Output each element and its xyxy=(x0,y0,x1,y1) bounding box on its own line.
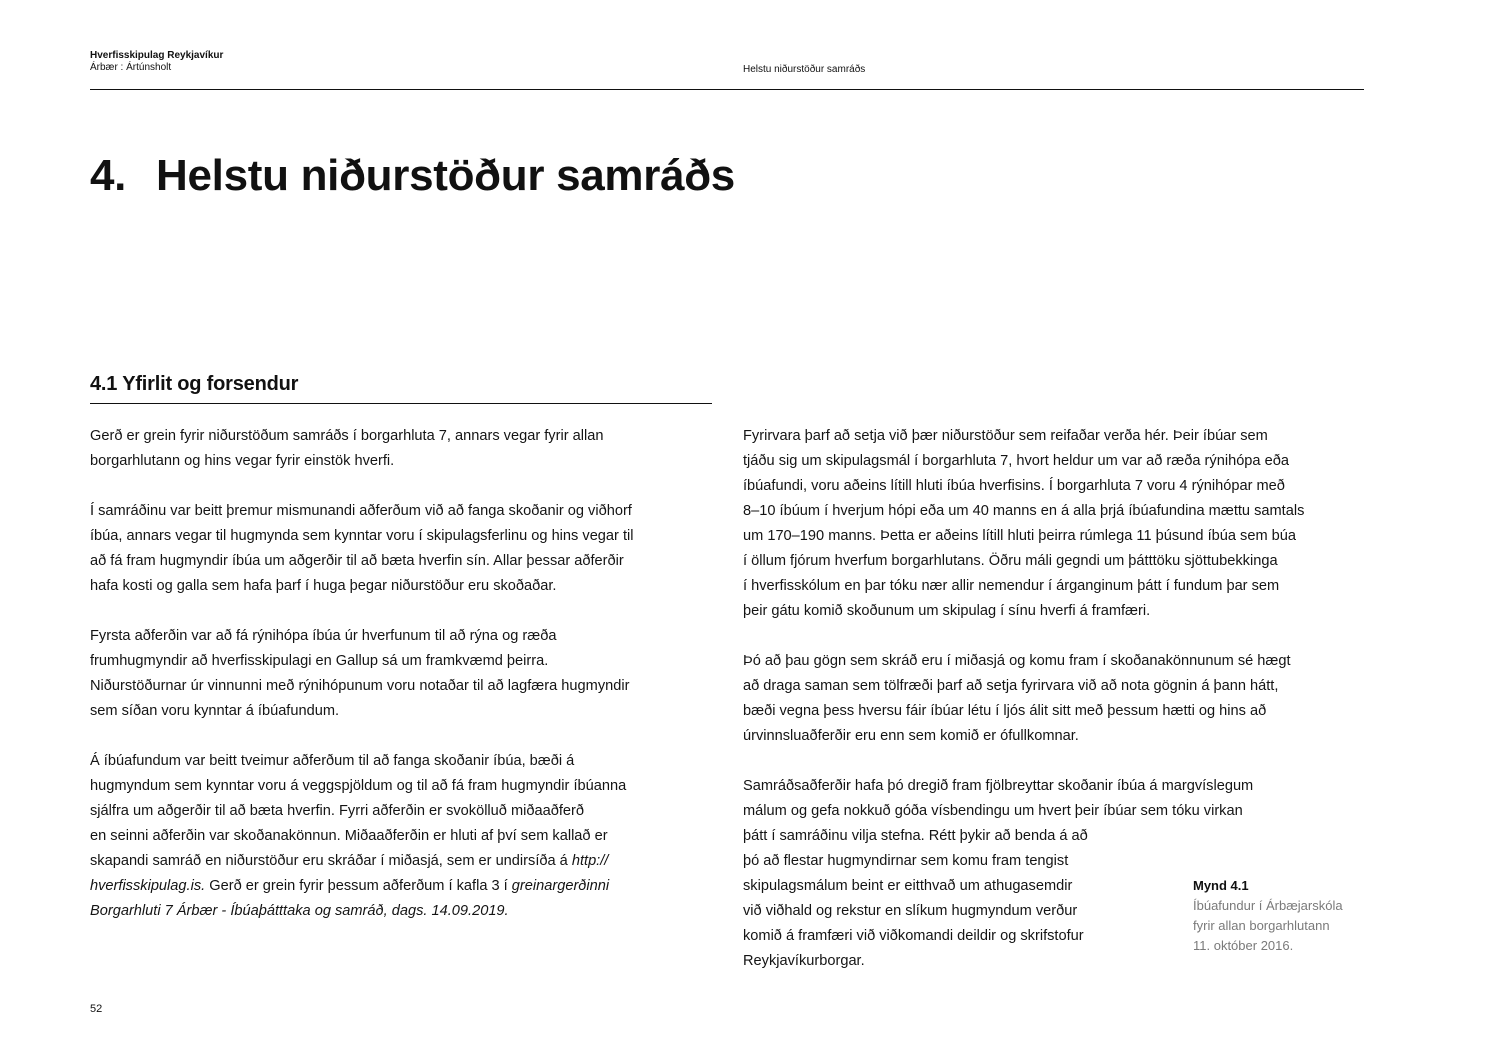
text-line: þó að flestar hugmyndirnar sem komu fram tengist xyxy=(743,853,1069,869)
text-line: hverfisskipulag.is. Gerð er grein fyrir þessum aðferðum í kafla 3 í greinargerðinni xyxy=(90,878,610,894)
text-line: tjáðu sig um skipulagsmál í borgarhluta 7, hvort heldur um var að ræða rýnihópa eða xyxy=(743,453,1289,469)
paragraph xyxy=(90,424,715,474)
text-line: en seinni aðferðin var skoðanakönnun. Miðaaðferðin er hluti af því sem kallað er xyxy=(90,828,608,844)
chapter-title-text: Helstu niðurstöður samráðs xyxy=(156,151,735,200)
text-line: þátt í samráðinu vilja stefna. Rétt þykir að benda á að xyxy=(743,828,1088,844)
text-line: Niðurstöðurnar úr vinnunni með rýnihópunum voru notaðar til að lagfæra hugmyndir xyxy=(90,678,630,694)
caption-line: 11. október 2016. xyxy=(1193,938,1294,953)
paragraph xyxy=(743,424,1368,624)
text-line: íbúafundi, voru aðeins lítill hluti íbúa hverfisins. Í borgarhluta 7 voru 4 rýnihópar með xyxy=(743,478,1285,494)
header-left xyxy=(90,50,223,74)
text-line: frumhugmyndir að hverfisskipulagi en Gallup sá um framkvæmd þeirra. xyxy=(90,653,549,669)
header-divider xyxy=(90,89,1364,90)
text-line: sjálfra um aðgerðir til að bæta hverfin. Fyrri aðferðin er svokölluð miðaaðferð xyxy=(90,803,584,819)
left-column xyxy=(90,424,715,949)
text-line: Gerð er grein fyrir niðurstöðum samráðs í borgarhluta 7, annars vegar fyrir allan xyxy=(90,428,604,444)
figure-caption xyxy=(1193,876,1343,956)
text-line: Á íbúafundum var beitt tveimur aðferðum til að fanga skoðanir íbúa, bæði á xyxy=(90,753,575,769)
text-line: Fyrirvara þarf að setja við þær niðurstöður sem reifaðar verða hér. Þeir íbúar sem xyxy=(743,428,1268,444)
text-line: hafa kosti og galla sem hafa þarf í huga þegar niðurstöður eru skoðaðar. xyxy=(90,578,557,594)
text-line: komið á framfæri við viðkomandi deildir og skrifstofur xyxy=(743,928,1084,944)
text-line: sem síðan voru kynntar á íbúafundum. xyxy=(90,703,340,719)
document-title: Hverfisskipulag Reykjavíkur xyxy=(90,50,224,61)
document-reference: greinargerðinni xyxy=(511,878,610,894)
url-link[interactable]: hverfisskipulag.is. xyxy=(90,878,206,894)
running-title: Helstu niðurstöður samráðs xyxy=(743,64,866,75)
document-reference: Borgarhluti 7 Árbær - Íbúaþátttaka og samráð, dags. 14.09.2019. xyxy=(90,903,509,919)
text-line: 8–10 íbúum í hverjum hópi eða um 40 manns en á alla þrjá íbúafundina mættu samtals xyxy=(743,503,1305,519)
text-line: að draga saman sem tölfræði þarf að setja fyrirvara við að nota gögnin á þann hátt, xyxy=(743,678,1279,694)
text-line: úrvinnsluaðferðir eru enn sem komið er ófullkomnar. xyxy=(743,728,1079,744)
text-line: Í samráðinu var beitt þremur mismunandi aðferðum við að fanga skoðanir og viðhorf xyxy=(90,503,632,519)
text-line: að fá fram hugmyndir íbúa um aðgerðir til að bæta hverfin sín. Allar þessar aðferðir xyxy=(90,553,624,569)
text-line: við viðhald og rekstur en slíkum hugmyndum verður xyxy=(743,903,1078,919)
text-line: Samráðsaðferðir hafa þó dregið fram fjölbreyttar skoðanir íbúa á margvíslegum xyxy=(743,778,1254,794)
figure-label: Mynd 4.1 xyxy=(1193,878,1249,893)
paragraph xyxy=(743,649,1368,749)
text-line: Þó að þau gögn sem skráð eru í miðasjá og komu fram í skoðanakönnunum sé hægt xyxy=(743,653,1291,669)
text-line: þeir gátu komið skoðunum um skipulag í sínu hverfi á framfæri. xyxy=(743,603,1151,619)
paragraph xyxy=(90,499,715,599)
paragraph xyxy=(90,749,715,924)
caption-line: Íbúafundur í Árbæjarskóla xyxy=(1193,898,1343,913)
text-line: um 170–190 manns. Þetta er aðeins lítill hluti þeirra rúmlega 11 þúsund íbúa sem búa xyxy=(743,528,1297,544)
text-line: borgarhlutann og hins vegar fyrir einstök hverfi. xyxy=(90,453,395,469)
text-line: íbúa, annars vegar til hugmynda sem kynntar voru í skipulagsferlinu og hins vegar til xyxy=(90,528,634,544)
section-title: 4.1 Yfirlit og forsendur xyxy=(90,373,299,395)
text-line: í hverfisskólum en þar tóku nær allir nemendur í árganginum þátt í fundum þar sem xyxy=(743,578,1280,594)
text-line xyxy=(90,899,715,924)
text-line: málum og gefa nokkuð góða vísbendingu um hvert þeir íbúar sem tóku virkan xyxy=(743,803,1243,819)
location-label: Árbær : Ártúnsholt xyxy=(90,62,172,73)
paragraph xyxy=(90,624,715,724)
page-number: 52 xyxy=(90,1003,103,1015)
text-line: skipulagsmálum beint er eitthvað um athugasemdir xyxy=(743,878,1073,894)
text-line: hugmyndum sem kynntar voru á veggspjöldum og til að fá fram hugmyndir íbúanna xyxy=(90,778,627,794)
caption-line: fyrir allan borgarhlutann xyxy=(1193,918,1330,933)
text-line: Reykjavíkurborgar. xyxy=(743,953,865,969)
url-link[interactable]: http:// xyxy=(571,853,609,869)
chapter-title xyxy=(90,148,735,204)
chapter-number: 4. xyxy=(90,151,127,200)
text-line: Fyrsta aðferðin var að fá rýnihópa íbúa úr hverfunum til að rýna og ræða xyxy=(90,628,557,644)
section-divider xyxy=(90,403,712,404)
text-line: í öllum fjórum hverfum borgarhlutans. Öðru máli gegndi um þátttöku sjöttubekkinga xyxy=(743,553,1278,569)
text-line: skapandi samráð en niðurstöður eru skráðar í miðasjá, sem er undirsíða á http:// xyxy=(90,853,609,869)
text-line: bæði vegna þess hversu fáir íbúar létu í ljós álit sitt með þessum hætti og hins að xyxy=(743,703,1267,719)
